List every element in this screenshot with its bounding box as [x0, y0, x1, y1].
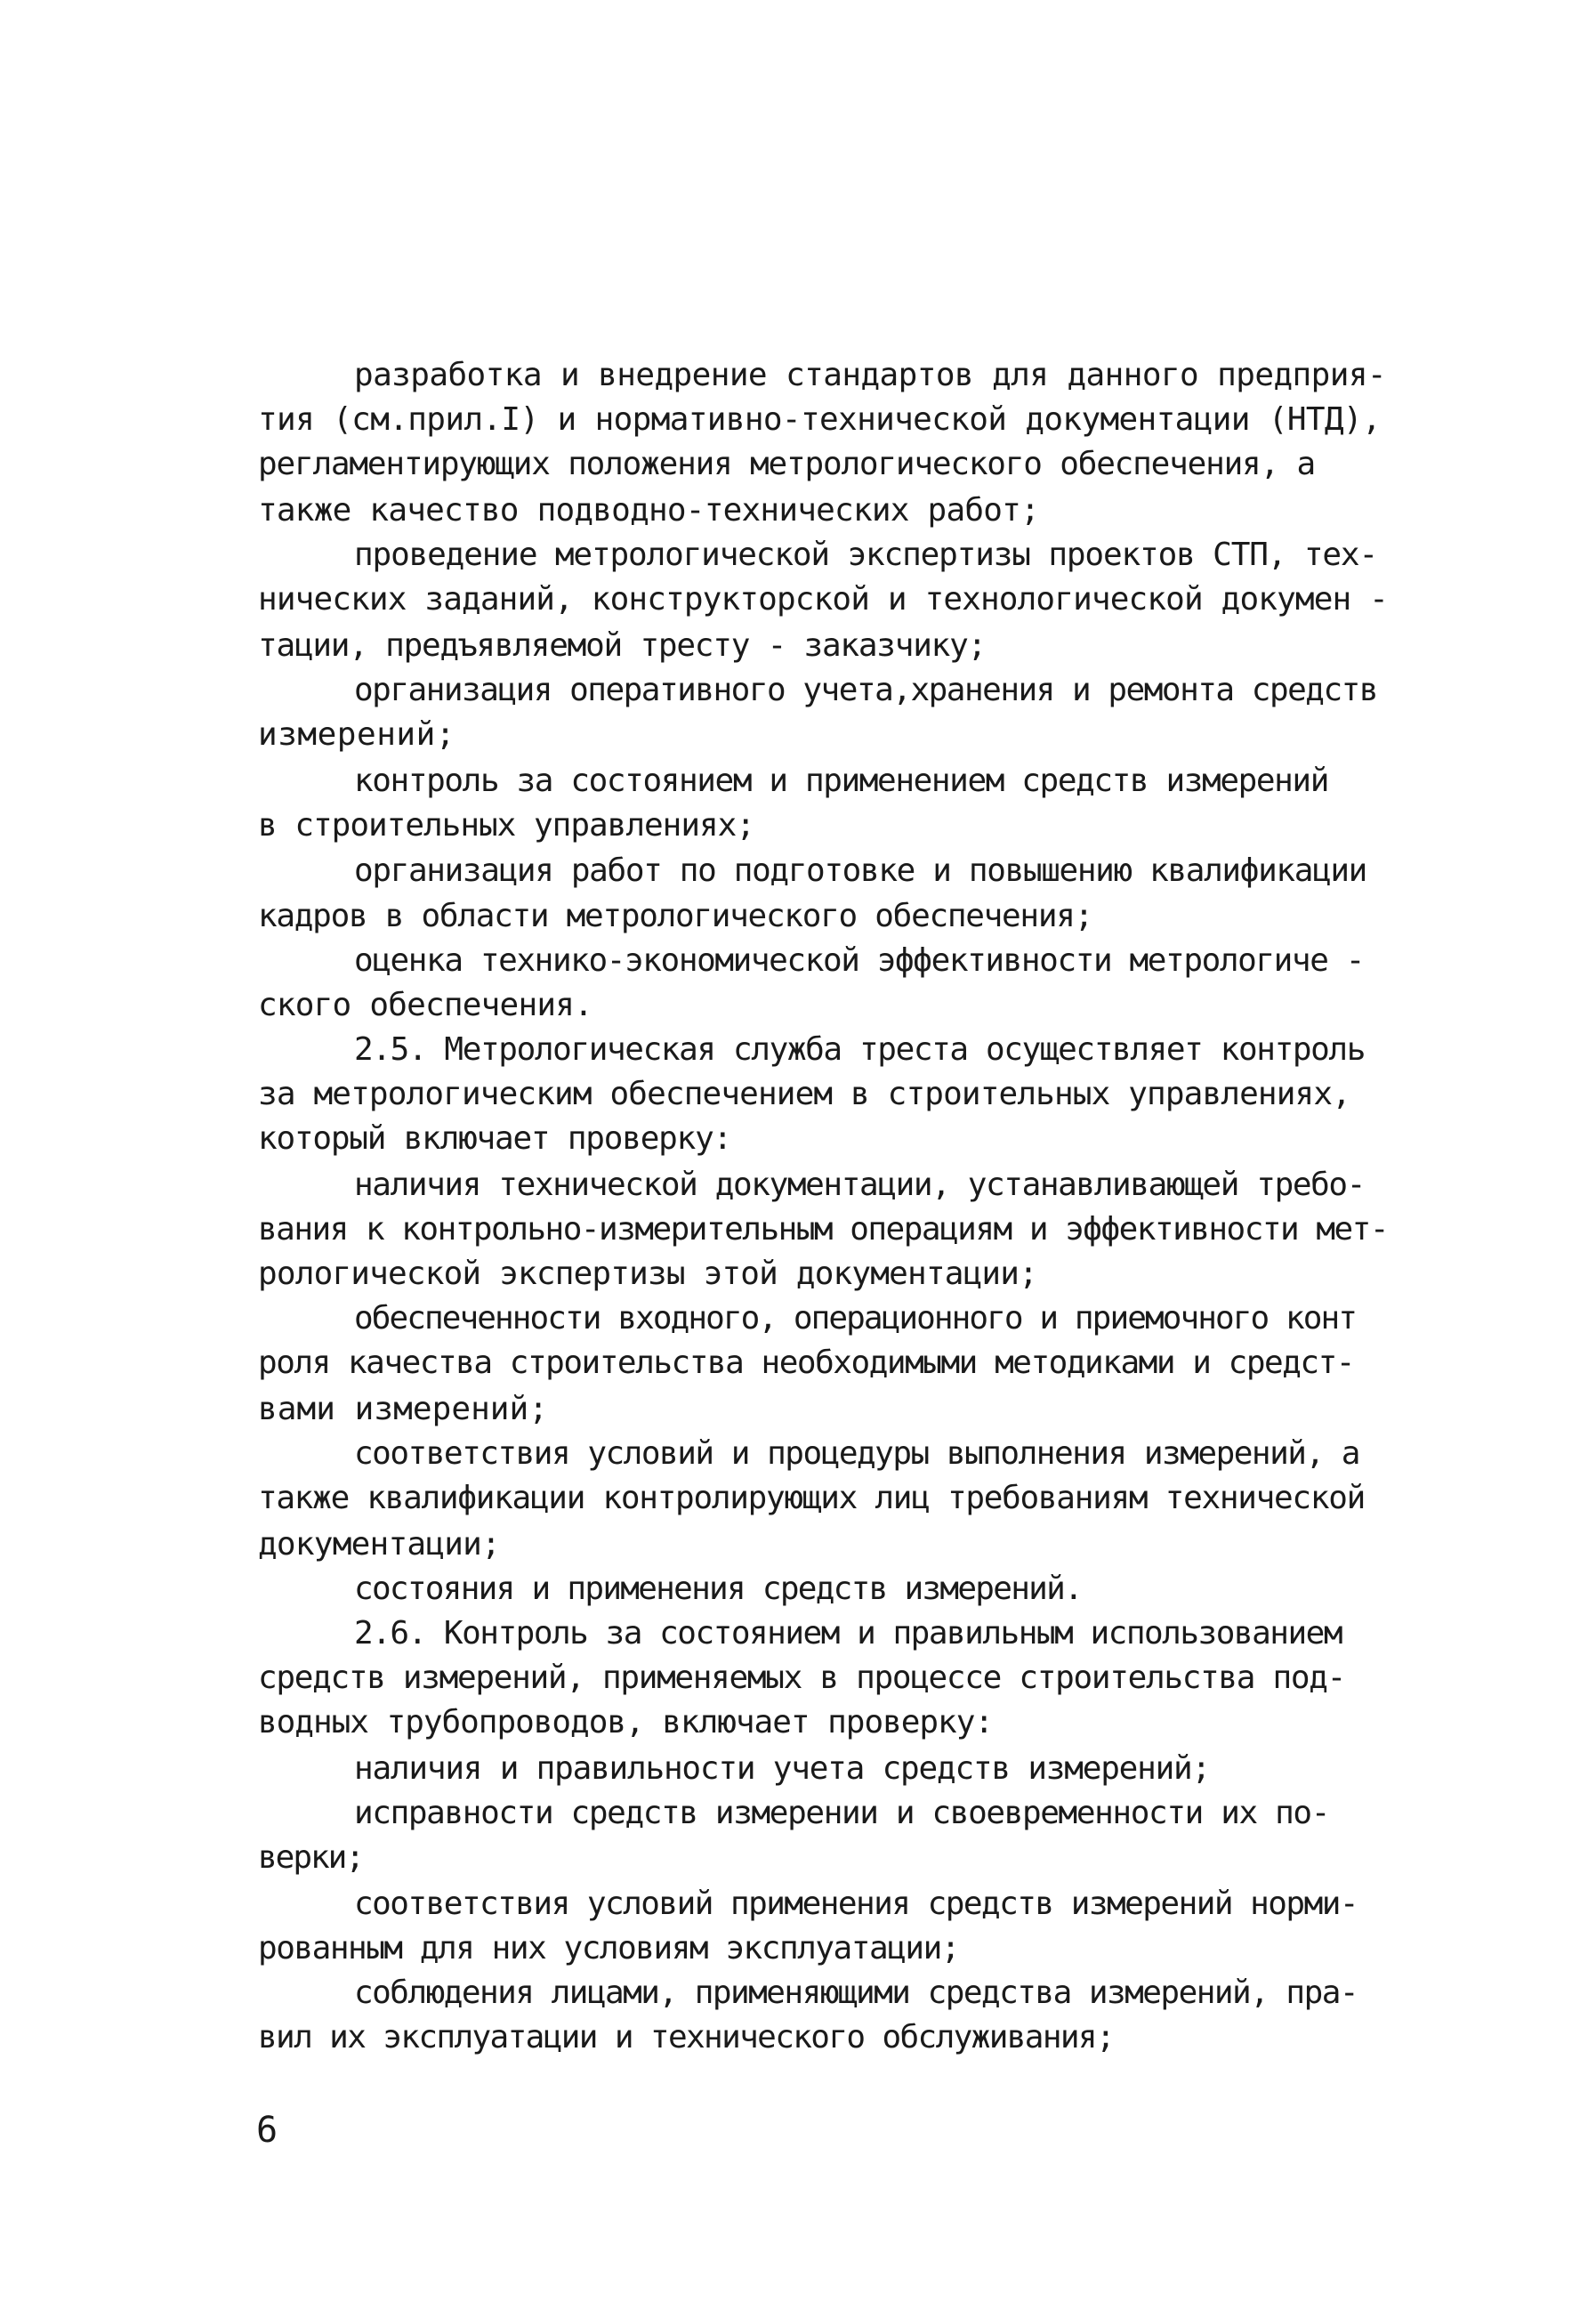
text-line: регламентирующих положения метрологического обеспечения, а	[258, 446, 1315, 482]
text-line: который включает проверку:	[258, 1120, 731, 1157]
text-line: тации, предъявляемой тресту - заказчику;	[258, 627, 987, 664]
text-line: водных трубопроводов, включает проверку:	[258, 1704, 994, 1741]
text-line: контроль за состоянием и применением средств измерений	[354, 763, 1328, 799]
text-line: документации;	[258, 1526, 500, 1563]
text-line: исправности средств измерении и своевременности их по-	[354, 1795, 1329, 1831]
text-line: разработка и внедрение стандартов для данного предприя-	[354, 357, 1386, 393]
text-line: проведение метрологической экспертизы проектов СТП, тех-	[354, 537, 1377, 573]
text-line: тия (см.прил.I) и нормативно-технической документации (НТД),	[258, 401, 1381, 438]
page-number: 6	[256, 2110, 278, 2151]
text-line: ского обеспечения.	[258, 987, 592, 1023]
text-line: в строительных управлениях;	[258, 807, 754, 844]
text-line: кадров в области метрологического обеспечения;	[258, 898, 1092, 934]
text-line: обеспеченности входного, операционного и приемочного конт	[354, 1300, 1356, 1337]
text-line: роля качества строительства необходимыми методиками и средст-	[258, 1345, 1355, 1381]
text-line: за метрологическим обеспечением в строительных управлениях,	[258, 1076, 1350, 1112]
text-line: измерений;	[258, 716, 455, 753]
text-line: также квалификации контролирующих лиц требованиям технической	[258, 1480, 1366, 1516]
text-line: 2.6. Контроль за состоянием и правильным использованием	[354, 1615, 1342, 1652]
text-line: вил их эксплуатации и технического обслуживания;	[258, 2019, 1114, 2056]
text-line: оценка технико-экономической эффективности метрологиче -	[354, 942, 1364, 979]
text-line: верки;	[258, 1839, 363, 1876]
text-line: вания к контрольно-измерительным операциям и эффективности мет-	[258, 1211, 1388, 1248]
text-line: соответствия условий и процедуры выполнения измерений, а	[354, 1435, 1359, 1472]
text-line: наличия и правильности учета средств измерений;	[354, 1750, 1210, 1787]
text-line: организация работ по подготовке и повышению квалификации	[354, 852, 1366, 889]
text-line: наличия технической документации, устанавливающей требо-	[354, 1167, 1365, 1203]
text-line: вами измерений;	[258, 1391, 548, 1427]
text-line: соблюдения лицами, применяющими средства измерений, пра-	[354, 1975, 1358, 2011]
text-line: соответствия условий применения средств измерений норми-	[354, 1886, 1358, 1922]
text-line: 2.5. Метрологическая служба треста осуществляет контроль	[354, 1031, 1365, 1068]
text-line: средств измерений, применяемых в процессе строительства под-	[258, 1660, 1345, 1696]
text-line: рованным для них условиям эксплуатации;	[258, 1930, 959, 1967]
text-line: организация оперативного учета,хранения и ремонта средств	[354, 672, 1377, 708]
text-line: также качество подводно-технических работ;	[258, 492, 1039, 529]
text-line: рологической экспертизы этой документации;	[258, 1256, 1037, 1292]
text-line: состояния и применения средств измерений.	[354, 1571, 1082, 1607]
text-line: нических заданий, конструкторской и технологической докумен -	[258, 581, 1389, 618]
